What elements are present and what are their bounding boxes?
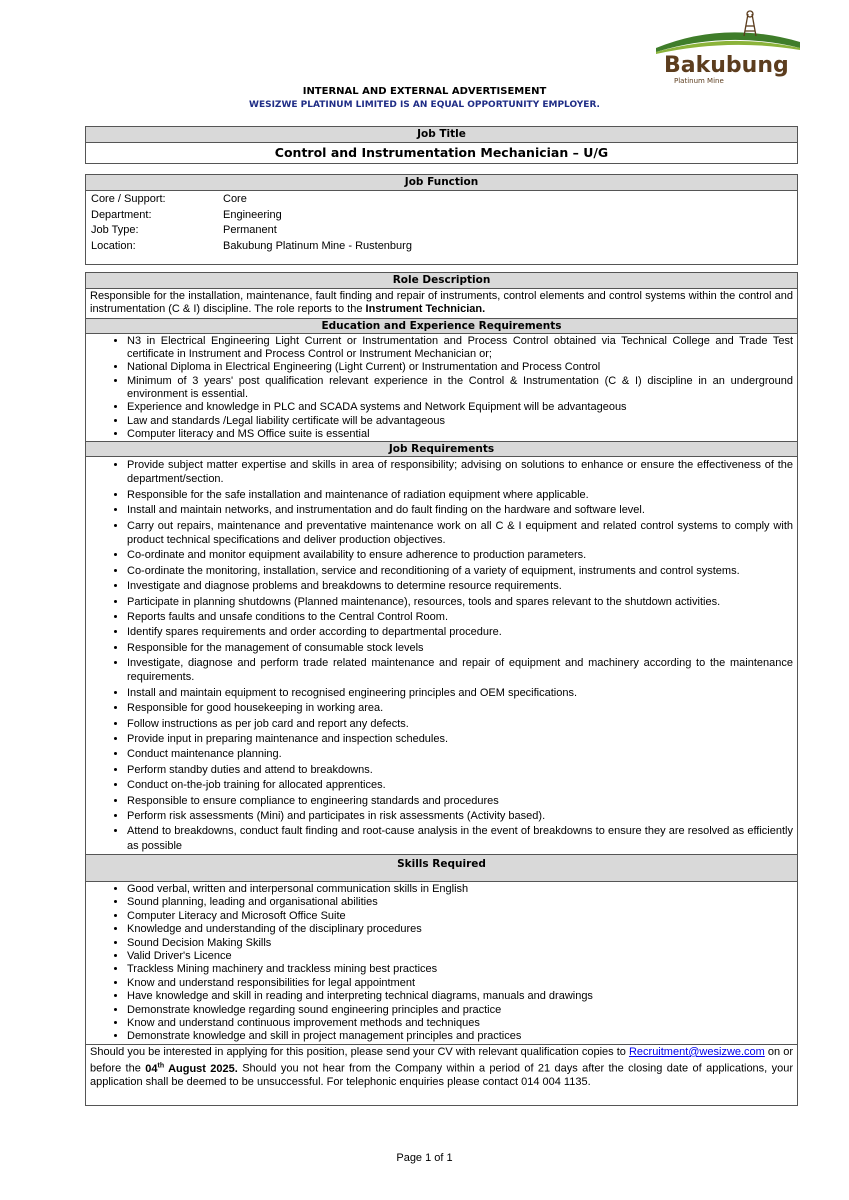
main-advert-block [85, 272, 798, 1106]
list-item: • Attend to breakdowns, conduct fault finding and root-cause analysis in the event of breakdowns to ensure they are resolved as efficiently as possible [127, 824, 793, 854]
list-item: • Provide input in preparing maintenance and inspection schedules. [127, 732, 793, 747]
reports-to: Instrument Technician. [365, 303, 486, 316]
advert-heading: INTERNAL AND EXTERNAL ADVERTISEMENT [302, 86, 547, 97]
list-item: • Follow instructions as per job card and report any defects. [127, 717, 793, 732]
closing-month-year: August 2025. [168, 1062, 238, 1075]
list-item: • Investigate and diagnose problems and breakdowns to determine resource requirements. [127, 579, 793, 594]
function-row-location [86, 239, 797, 255]
closing-day: 04 [145, 1062, 158, 1075]
closing-text: Should you be interested in applying for this position, please send your CV with relevant qualification copies to [90, 1045, 626, 1058]
list-item: • Install and maintain networks, and instrumentation and do fault finding on the hardware and software level. [127, 503, 793, 518]
function-row-core [86, 192, 797, 208]
list-item: • Responsible to ensure compliance to engineering standards and procedures [127, 794, 793, 809]
job-title-value: Control and Instrumentation Mechanician – U/G [274, 145, 609, 160]
job-requirements-heading: Job Requirements [86, 441, 797, 457]
role-text: Responsible for the installation, maintenance, fault finding and repair of instruments, control elements and control systems within the control and instrumentation (C & I) discipline. The role reports to the [90, 290, 793, 316]
list-item: • National Diploma in Electrical Engineering (Light Current) or Instrumentation and Process Control [127, 361, 793, 374]
list-item: • Perform standby duties and attend to breakdowns. [127, 763, 793, 778]
list-item: • Carry out repairs, maintenance and preventative maintenance work on all C & I equipment and related control systems to comply with product technical specifications and deliver production objectives. [127, 519, 793, 549]
job-function-section [85, 174, 798, 265]
list-item: • Co-ordinate the monitoring, installation, service and reconditioning of a variety of equipment, instruments and control systems. [127, 564, 793, 579]
list-item: • N3 in Electrical Engineering Light Current or Instrumentation and Process Control obtained via Technical College and Trade Test certificate in Instrument and Process Control or Instrument Mechanician or; [127, 335, 793, 362]
closing-text: Should you not hear from the Company within a period of 21 days after the closing date of applications, your application shall be deemed to be unsuccessful. For telephonic enquiries please contact 014 004 1135. [90, 1062, 793, 1089]
function-label: Core / Support: [91, 193, 166, 205]
svg-text:Bakubung: Bakubung [664, 53, 789, 78]
skills-list [86, 882, 797, 1044]
list-item: • Investigate, diagnose and perform trade related maintenance and repair of equipment and machinery according to the maintenance requirements. [127, 656, 793, 686]
list-item: • Reports faults and unsafe conditions to the Central Control Room. [127, 610, 793, 625]
list-item: • Know and understand continuous improvement methods and techniques [127, 1017, 793, 1030]
list-item: • Demonstrate knowledge regarding sound engineering principles and practice [127, 1004, 793, 1017]
function-value: Permanent [223, 224, 277, 237]
list-item: • Knowledge and understanding of the disciplinary procedures [127, 923, 793, 936]
function-label: Location: [91, 240, 136, 253]
closing-day-suffix: th [157, 1062, 165, 1070]
list-item: • Conduct on-the-job training for allocated apprentices. [127, 778, 793, 793]
function-value: Core [223, 193, 247, 205]
list-item: • Responsible for the safe installation and maintenance of radiation equipment where applicable. [127, 488, 793, 503]
list-item: • Install and maintain equipment to recognised engineering principles and OEM specifications. [127, 686, 793, 701]
skills-heading: Skills Required [86, 854, 797, 882]
list-item: • Co-ordinate and monitor equipment availability to ensure adherence to production parameters. [127, 548, 793, 563]
logo-graphic-icon [654, 8, 804, 86]
list-item: • Valid Driver's Licence [127, 950, 793, 963]
job-requirements-list [86, 457, 797, 854]
list-item: • Computer Literacy and Microsoft Office Suite [127, 910, 793, 923]
equal-opportunity-line: WESIZWE PLATINUM LIMITED IS AN EQUAL OPPORTUNITY EMPLOYER. [249, 100, 600, 110]
list-item: • Conduct maintenance planning. [127, 747, 793, 762]
function-label: Job Type: [91, 224, 139, 237]
list-item: • Computer literacy and MS Office suite is essential [127, 428, 793, 441]
job-title-section [85, 126, 798, 164]
list-item: • Sound Decision Making Skills [127, 937, 793, 950]
function-label: Department: [91, 208, 152, 221]
function-value: Engineering [223, 208, 282, 221]
job-function-table [86, 191, 797, 255]
page-number: Page 1 of 1 [396, 1152, 453, 1164]
list-item: • Participate in planning shutdowns (Planned maintenance), resources, tools and spares relevant to the shutdown activities. [127, 595, 793, 610]
function-value: Bakubung Platinum Mine - Rustenburg [223, 240, 412, 253]
list-item: • Have knowledge and skill in reading and interpreting technical diagrams, manuals and drawings [127, 990, 793, 1003]
role-description-heading: Role Description [86, 273, 797, 289]
list-item: • Identify spares requirements and order according to departmental procedure. [127, 625, 793, 640]
list-item: • Trackless Mining machinery and trackless mining best practices [127, 963, 793, 976]
job-title-heading: Job Title [86, 127, 797, 143]
closing-text: on or before the [90, 1045, 794, 1075]
list-item: • Minimum of 3 years' post qualification relevant experience in the Control & Instrumentation (C & I) discipline in an underground environment is essential. [127, 375, 793, 402]
education-heading: Education and Experience Requirements [86, 318, 797, 334]
list-item: • Provide subject matter expertise and skills in area of responsibility; advising on solutions to enhance or ensure the effectiveness of the department/section. [127, 458, 793, 488]
application-instructions [86, 1044, 797, 1091]
list-item: • Responsible for the management of consumable stock levels [127, 641, 793, 656]
list-item: • Good verbal, written and interpersonal communication skills in English [127, 883, 793, 896]
role-description-text [86, 289, 797, 318]
recruitment-email-link[interactable]: Recruitment@wesizwe.com [628, 1045, 765, 1058]
bakubung-logo [654, 8, 804, 86]
list-item: • Responsible for good housekeeping in working area. [127, 701, 793, 716]
list-item: • Law and standards /Legal liability certificate will be advantageous [127, 415, 793, 428]
list-item: • Demonstrate knowledge and skill in project management principles and practices [127, 1030, 793, 1043]
education-list [86, 334, 797, 441]
job-function-heading: Job Function [86, 175, 797, 191]
function-row-job-type [86, 223, 797, 239]
list-item: • Sound planning, leading and organisational abilities [127, 896, 793, 909]
function-row-department [86, 208, 797, 224]
list-item: • Experience and knowledge in PLC and SCADA systems and Network Equipment will be advantageous [127, 401, 793, 414]
svg-text:Platinum Mine: Platinum Mine [674, 77, 724, 85]
list-item: • Know and understand responsibilities for legal appointment [127, 977, 793, 990]
list-item: • Perform risk assessments (Mini) and participates in risk assessments (Activity based). [127, 809, 793, 824]
closing-date [145, 1063, 238, 1075]
